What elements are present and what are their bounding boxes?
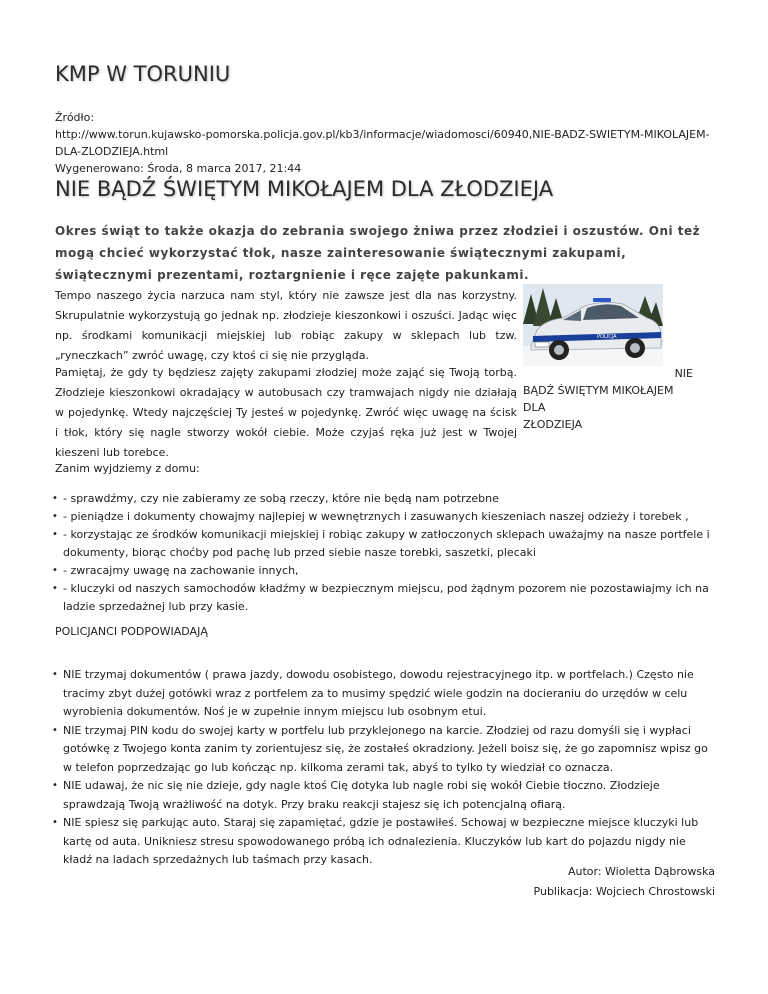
list-item: • - kluczyki od naszych samochodów kładźmy w bezpiecznym miejscu, pod żądnym pozorem nie pozostawiajmy ich na ladzie sprzedażnej lub przy kasie.	[55, 580, 715, 616]
photo-caption-line-1: NIE	[674, 367, 693, 380]
article-paragraph-2: Pamiętaj, że gdy ty będziesz zajęty zakupami złodziej może zająć się Twoją torbą. Złodzieje kieszonkowi okradający w autobusach czy tramwajach nigdy nie działają w pojedynkę. Wtedy najczęściej Ty jesteś w pojedynkę. Zwróć więc uwagę na ścisk i tłok, który się nagle stworzy wokół ciebie. Może czyjaś ręka już jest w Twojej kieszeni lub torebce.	[55, 366, 517, 459]
list-item: • - pieniądze i dokumenty chowajmy najlepiej w wewnętrznych i zasuwanych kieszeniach naszej odzieży i torebek ,	[55, 508, 715, 526]
article-lead: Okres świąt to także okazja do zebrania swojego żniwa przez złodziei i oszustów. Oni też mogą chcieć wykorzystać tłok, nasze zainteresowanie świątecznymi zakupami, świątecznymi prezentami, roztargnienie i ręce zajęte pakunkami.	[55, 224, 701, 282]
article-headline: NIE BĄDŹ ŚWIĘTYM MIKOŁAJEM DLA ZŁODZIEJA	[55, 177, 554, 201]
tips-list	[55, 666, 715, 870]
source-label: Źródło:	[55, 111, 95, 124]
photo-caption-line-3: ZŁODZIEJA	[523, 418, 583, 431]
source-url[interactable]: http://www.torun.kujawsko-pomorska.policja.gov.pl/kb3/informacje/wiadomosci/60940,NIE-BADZ-SWIETYM-MIKOLAJEM-DLA-ZLODZIEJA.html	[55, 128, 710, 158]
list-item: • NIE trzymaj PIN kodu do swojej karty w portfelu lub przyklejonego na karcie. Złodziej od razu domyśli się i wypłaci gotówkę z Twojego konta zanim ty zorientujesz się, że zostałeś okradziony. Jeżeli boisz się, że go zapomnisz wpisz go w telefon poprzedzając go lub kończąc np. kilkoma zerami tak, abyś to tylko ty wiedział co oznacza.	[55, 722, 715, 778]
photo-caption-line-2: BĄDŹ ŚWIĘTYM MIKOŁAJEM DLA	[523, 384, 674, 414]
precaution-list	[55, 490, 715, 616]
site-title: KMP W TORUNIU	[55, 62, 231, 86]
police-car-photo	[523, 284, 663, 366]
advice-heading: POLICJANCI PODPOWIADAJĄ	[55, 625, 208, 638]
intro-text: Zanim wyjdziemy z domu:	[55, 462, 200, 475]
list-item: • NIE trzymaj dokumentów ( prawa jazdy, dowodu osobistego, dowodu rejestracyjnego itp. w portfelach.) Często nie tracimy zbyt dużej gotówki wraz z portfelem za to musimy spędzić wiele godzin na docieraniu do urzędów w celu wyrobienia dokumentów. Noś je w zupełnie innym miejscu lub osobnym etui.	[55, 666, 715, 722]
generated-date: Wygenerowano: Środa, 8 marca 2017, 21:44	[55, 162, 302, 175]
list-item: • NIE spiesz się parkując auto. Staraj się zapamiętać, gdzie je postawiłeś. Schowaj w bezpieczne miejsce kluczyki lub kartę od auta. Unikniesz stresu spowodowanego próbą ich odnalezienia. Kluczyków lub kart do pojazdu nigdy nie kładź na ladach sprzedażnych lub taśmach przy kasach.	[55, 814, 715, 870]
police-car-icon	[523, 284, 663, 366]
author: Autor: Wioletta Dąbrowska	[567, 865, 715, 878]
photo-caption	[523, 365, 693, 433]
source-meta	[55, 109, 715, 177]
list-item: • - korzystając ze środków komunikacji miejskiej i robiąc zakupy w zatłoczonych sklepach uważajmy na nasze portfele i dokumenty, biorąc choćby pod pachę lub przed siebie nasze torebki, saszetki, plecaki	[55, 526, 715, 562]
publisher: Publikacja: Wojciech Chrostowski	[533, 885, 715, 898]
list-item: • - zwracajmy uwagę na zachowanie innych,	[55, 562, 715, 580]
article-footer	[315, 862, 715, 902]
article-paragraph-1: Tempo naszego życia narzuca nam styl, który nie zawsze jest dla nas korzystny. Skrupulatnie wykorzystują go jednak np. złodzieje kieszonkowi i oszuści. Jadąc więc np. środkami komunikacji miejskiej lub robiąc zakupy w sklepach lub tzw. „ryneczkach” zwróć uwagę, czy ktoś ci się nie przygląda.	[55, 289, 517, 362]
svg-text:POLICJA: POLICJA	[597, 334, 617, 340]
list-item: • - sprawdźmy, czy nie zabieramy ze sobą rzeczy, które nie będą nam potrzebne	[55, 490, 715, 508]
list-item: • NIE udawaj, że nic się nie dzieje, gdy nagle ktoś Cię dotyka lub nagle robi się wokół Ciebie tłoczno. Złodzieje sprawdzają Twoją wrażliwość na dotyk. Przy braku reakcji stajesz się ich potencjalną ofiarą.	[55, 777, 715, 814]
